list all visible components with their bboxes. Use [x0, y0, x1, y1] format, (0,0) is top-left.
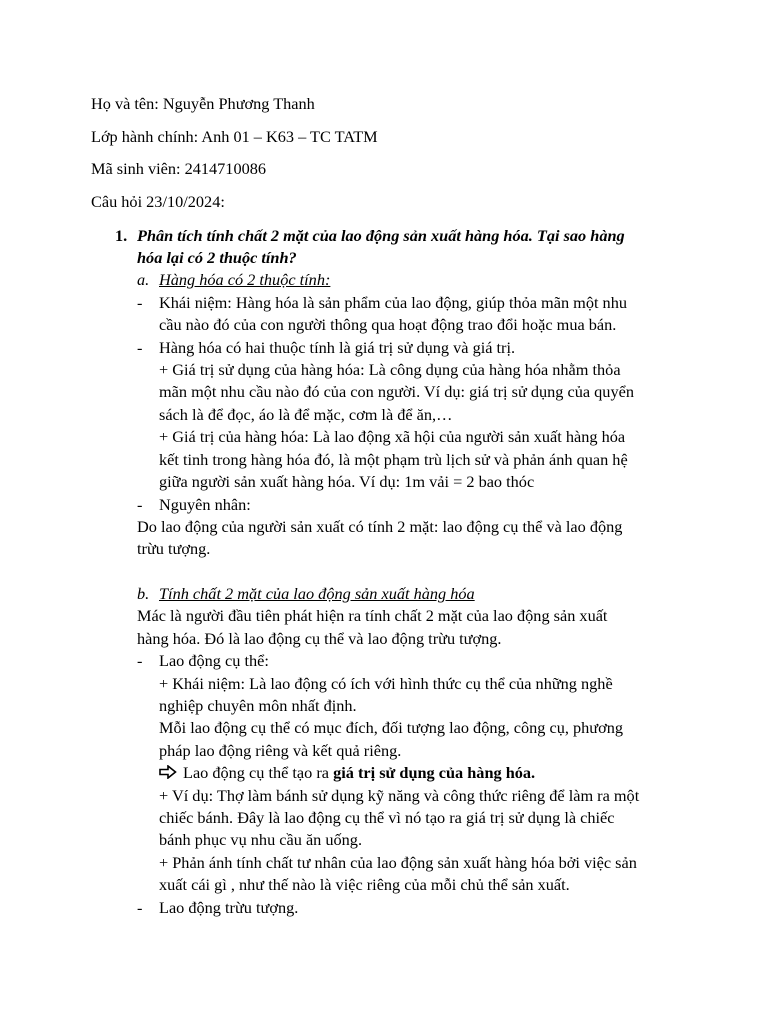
section-a-heading: Hàng hóa có 2 thuộc tính: — [159, 270, 331, 289]
cause-heading: Nguyên nhân: — [159, 495, 251, 514]
value-line-2: kết tinh trong hàng hóa đó, là một phạm trù lịch sử và phản ánh quan hệ — [159, 450, 628, 469]
abstract-labor-heading: Lao động trừu tượng. — [159, 898, 299, 917]
intro-line-1: Mác là người đầu tiên phát hiện ra tính chất 2 mặt của lao động sản xuất — [137, 606, 608, 625]
arrow-text-bold: giá trị sử dụng của hàng hóa. — [333, 763, 536, 782]
bullet-dash: - — [137, 338, 143, 357]
student-class: Lớp hành chính: Anh 01 – K63 – TC TATM — [91, 127, 378, 146]
cause-line-1: Do lao động của người sản xuất có tính 2 mặt: lao động cụ thể và lao động — [137, 517, 623, 536]
use-value-line-1: + Giá trị sử dụng của hàng hóa: Là công dụng của hàng hóa nhằm thỏa — [159, 360, 621, 379]
concrete-def-line-1: + Khái niệm: Là lao động có ích với hình thức cụ thể của những nghề — [159, 674, 613, 693]
bullet-dash: - — [137, 495, 143, 514]
question-date: Câu hỏi 23/10/2024: — [91, 192, 225, 211]
concrete-labor-heading: Lao động cụ thể: — [159, 651, 269, 670]
student-id: Mã sinh viên: 2414710086 — [91, 159, 267, 178]
bullet-dash: - — [137, 293, 143, 312]
use-value-line-3: sách là để đọc, áo là để mặc, cơm là để ăn,… — [159, 405, 453, 424]
use-value-line-2: mãn một nhu cầu nào đó của con người. Ví dụ: giá trị sử dụng của quyển — [159, 382, 634, 401]
question-title-line-1: Phân tích tính chất 2 mặt của lao động sản xuất hàng hóa. Tại sao hàng — [137, 226, 625, 245]
concept-line-1: Khái niệm: Hàng hóa là sản phẩm của lao động, giúp thỏa mãn một nhu — [159, 293, 627, 312]
example-line-2: chiếc bánh. Đây là lao động cụ thể vì nó tạo ra giá trị sử dụng là chiếc — [159, 808, 615, 827]
bullet-dash: - — [137, 898, 143, 917]
section-b-heading: Tính chất 2 mặt của lao động sản xuất hàng hóa — [159, 584, 475, 603]
student-name: Họ và tên: Nguyễn Phương Thanh — [91, 94, 315, 113]
example-line-3: bánh phục vụ nhu cầu ăn uống. — [159, 830, 363, 849]
reflect-line-1: + Phản ánh tính chất tư nhân của lao động sản xuất hàng hóa bởi việc sản — [159, 853, 637, 872]
bullet-dash: - — [137, 651, 143, 670]
arrow-conclusion — [159, 762, 535, 785]
question-title-line-2: hóa lại có 2 thuộc tính? — [137, 248, 297, 267]
each-labor-line-2: pháp lao động riêng và kết quả riêng. — [159, 741, 402, 760]
example-line-1: + Ví dụ: Thợ làm bánh sử dụng kỹ năng và công thức riêng để làm ra một — [159, 786, 640, 805]
reflect-line-2: xuất cái gì , như thế nào là việc riêng của mỗi chủ thể sản xuất. — [159, 875, 570, 894]
question-number: 1. — [115, 226, 128, 245]
value-line-1: + Giá trị của hàng hóa: Là lao động xã hội của người sản xuất hàng hóa — [159, 427, 626, 446]
section-b-label: b. — [137, 584, 150, 603]
arrow-text: Lao động cụ thể tạo ra — [183, 763, 334, 782]
two-attributes: Hàng hóa có hai thuộc tính là giá trị sử dụng và giá trị. — [159, 338, 516, 357]
right-arrow-icon — [159, 762, 183, 785]
concrete-def-line-2: nghiệp chuyên môn nhất định. — [159, 696, 357, 715]
intro-line-2: hàng hóa. Đó là lao động cụ thể và lao động trừu tượng. — [137, 629, 502, 648]
value-line-3: giữa người sản xuất hàng hóa. Ví dụ: 1m vải = 2 bao thóc — [159, 472, 535, 491]
concept-line-2: cầu nào đó của con người thông qua hoạt động trao đổi hoặc mua bán. — [159, 315, 617, 334]
cause-line-2: trừu tượng. — [137, 539, 211, 558]
each-labor-line-1: Mỗi lao động cụ thể có mục đích, đối tượng lao động, công cụ, phương — [159, 718, 623, 737]
section-a-label: a. — [137, 270, 150, 289]
